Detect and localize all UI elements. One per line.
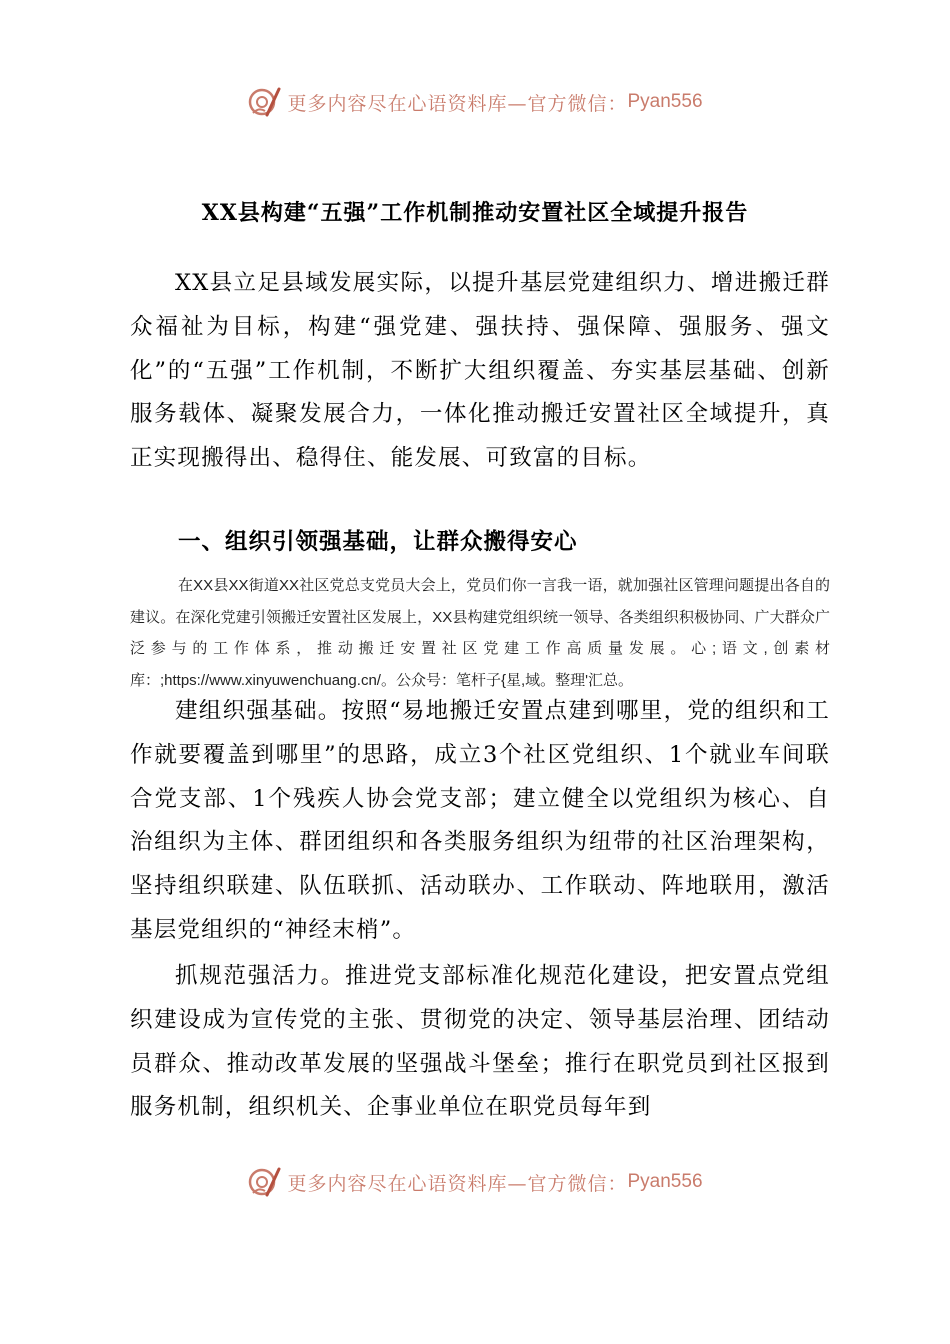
document-title: XX县构建“五强”工作机制推动安置社区全域提升报告 <box>201 200 749 226</box>
build-organization-text: 建组织强基础。按照“易地搬迁安置点建到哪里，党的组织和工作就要覆盖到哪里”的思路，成立3个社区党组织、1个就业车间联合党支部、1个残疾人协会党支部；建立健全以党组织为核心、自治组织为主体、群团组织和各类服务组织为纽带的社区治理架构，坚持组织联建、队伍联抓、活动联办、工作联动、阵地联用，激活基层党组织的“神经末梢”。 <box>130 698 830 943</box>
intro-paragraph <box>130 262 830 481</box>
watermark-footer <box>0 1162 950 1202</box>
watermark-wechat-id: Pyan556 <box>627 91 703 112</box>
standardization-paragraph <box>130 955 830 1130</box>
build-organization-paragraph <box>130 690 830 953</box>
watermark-wechat-id: Pyan556 <box>627 1171 703 1192</box>
section-heading-1: 一、组织引领强基础，让群众搬得安心 <box>178 529 578 555</box>
section1-small-paragraph <box>130 570 830 696</box>
watermark-text: 更多内容尽在心语资料库—官方微信： <box>287 1172 628 1195</box>
section1-small-text: 在XX县XX街道XX社区党总支党员大会上，党员们你一言我一语，就加强社区管理问题提出各自的建议。在深化党建引领搬迁安置社区发展上，XX县构建党组织统一领导、各类组织积极协同、广大群众广泛参与的工作体系，推动搬迁安置社区党建工作高质量发展。心;语文,创素材库：;https://www.xinyuwenchuang.cn/。公众号：笔杆子{星,域。整理'汇总。 <box>130 577 830 689</box>
standardization-text: 抓规范强活力。推进党支部标准化规范化建设，把安置点党组织建设成为宣传党的主张、贯彻党的决定、领导基层治理、团结动员群众、推动改革发展的坚强战斗堡垒；推行在职党员到社区报到服务机制，组织机关、企事业单位在职党员每年到 <box>130 963 830 1121</box>
brush-logo-icon <box>247 85 281 119</box>
brush-logo-icon <box>247 1165 281 1199</box>
intro-text: XX县立足县域发展实际，以提升基层党建组织力、增进搬迁群众福祉为目标，构建“强党建、强扶持、强保障、强服务、强文化”的“五强”工作机制，不断扩大组织覆盖、夯实基层基础、创新服务载体、凝聚发展合力，一体化推动搬迁安置社区全域提升，真正实现搬得出、稳得住、能发展、可致富的目标。 <box>130 270 830 472</box>
watermark-text: 更多内容尽在心语资料库—官方微信： <box>287 92 628 115</box>
watermark-header <box>0 82 950 122</box>
